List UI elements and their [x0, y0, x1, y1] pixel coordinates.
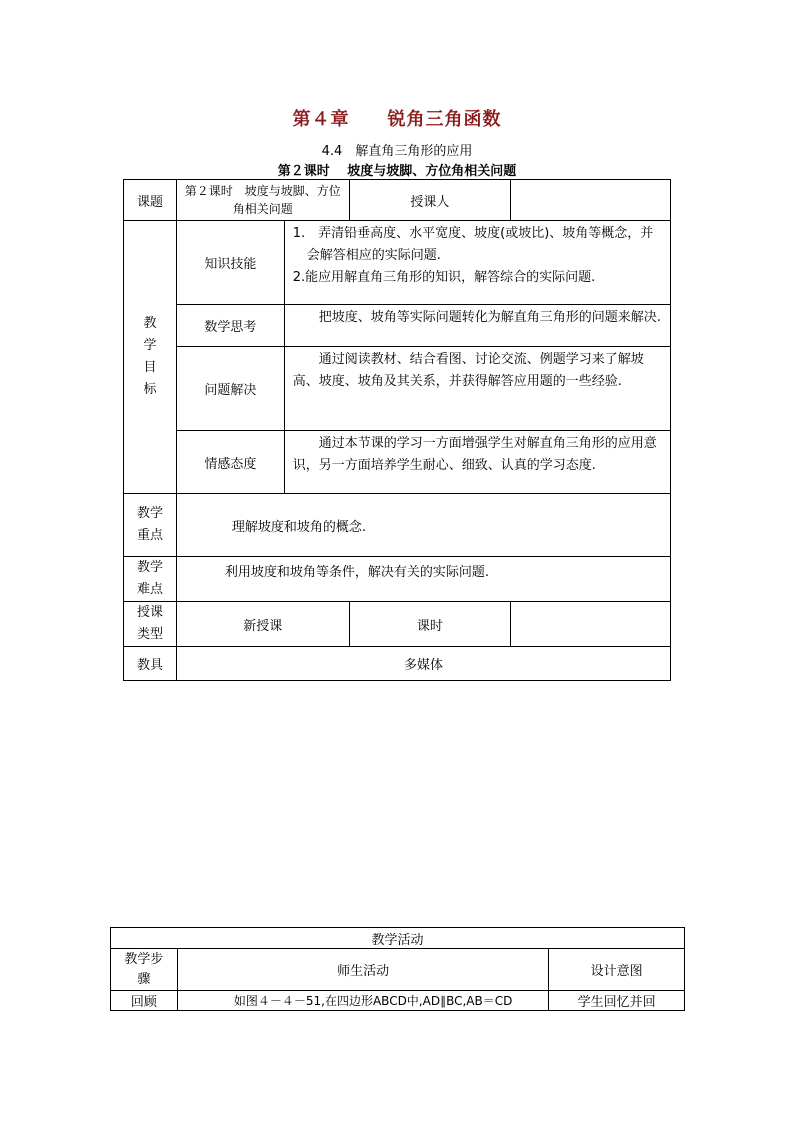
step-header: [111, 949, 178, 991]
problem-label: 问题解决: [176, 347, 284, 431]
knowledge-item-2: 2.能应用解直角三角形的知识，解答综合的实际问题.: [292, 270, 596, 285]
lesson-type-value: 新授课: [176, 602, 349, 647]
difficult-point-label-line: 教学: [136, 560, 163, 575]
key-point-label-line: 教学: [136, 506, 163, 521]
objectives-label-char: 学: [143, 338, 157, 353]
teacher-label: 授课人: [349, 180, 511, 221]
teacher-value: [511, 180, 671, 221]
knowledge-label: 知识技能: [176, 221, 284, 305]
problem-content: 通过阅读教材、结合看图、讨论交流、例题学习来了解坡高、坡度、坡角及其关系，并获得解答应用题的一些经验.: [284, 347, 670, 431]
design-header: 设计意图: [549, 949, 685, 991]
activity-header: 师生活动: [177, 949, 548, 991]
key-point-value: 理解坡度和坡角的概念.: [176, 494, 670, 557]
topic-label: 课题: [124, 180, 177, 221]
objectives-label-char: 目: [143, 360, 157, 375]
lesson-type-label: [124, 602, 177, 647]
tools-label: 教具: [124, 647, 177, 681]
knowledge-content: [284, 221, 670, 305]
lesson-type-label-line: 类型: [136, 627, 163, 642]
key-point-label-line: 重点: [136, 528, 163, 543]
section-title: 4.4 解直角三角形的应用: [321, 144, 473, 159]
objectives-label: [124, 221, 177, 494]
key-point-label: [124, 494, 177, 557]
activity-row-design: 学生回忆并回: [549, 991, 685, 1011]
thinking-content: 把坡度、坡角等实际问题转化为解直角三角形的问题来解决.: [284, 305, 670, 347]
knowledge-item-1: 1. 弄清铅垂高度、水平宽度、坡度(或坡比)、坡角等概念，并会解答相应的实际问题.: [292, 226, 654, 263]
period-value: [511, 602, 671, 647]
objectives-label-char: 教: [143, 316, 157, 331]
step-header-line: 教学步: [124, 951, 164, 967]
teaching-activity-table: [110, 927, 685, 1011]
emotion-content: 通过本节课的学习一方面增强学生对解直角三角形的应用意识，另一方面培养学生耐心、细致、认真的学习态度.: [284, 431, 670, 494]
lesson-plan-table: [123, 179, 671, 681]
difficult-point-value: 利用坡度和坡角等条件，解决有关的实际问题.: [176, 557, 670, 602]
difficult-point-label: [124, 557, 177, 602]
emotion-label: 情感态度: [176, 431, 284, 494]
lesson-type-label-line: 授课: [136, 605, 163, 620]
step-header-line: 骤: [137, 971, 151, 987]
difficult-point-label-line: 难点: [136, 582, 163, 597]
activity-row-content: 如图４－４－51,在四边形ABCD中,AD∥BC,AB＝CD: [177, 991, 548, 1011]
objectives-label-char: 标: [143, 382, 157, 397]
chapter-title: 第４章 锐角三角函数: [292, 109, 502, 130]
thinking-label: 数学思考: [176, 305, 284, 347]
period-label: 课时: [349, 602, 511, 647]
lesson-title: 第２课时 坡度与坡脚、方位角相关问题: [277, 164, 517, 179]
topic-value: 第２课时 坡度与坡脚、方位角相关问题: [176, 180, 349, 221]
tools-value: 多媒体: [176, 647, 670, 681]
activity-title: 教学活动: [111, 928, 685, 949]
activity-row-step: 回顾: [111, 991, 178, 1011]
